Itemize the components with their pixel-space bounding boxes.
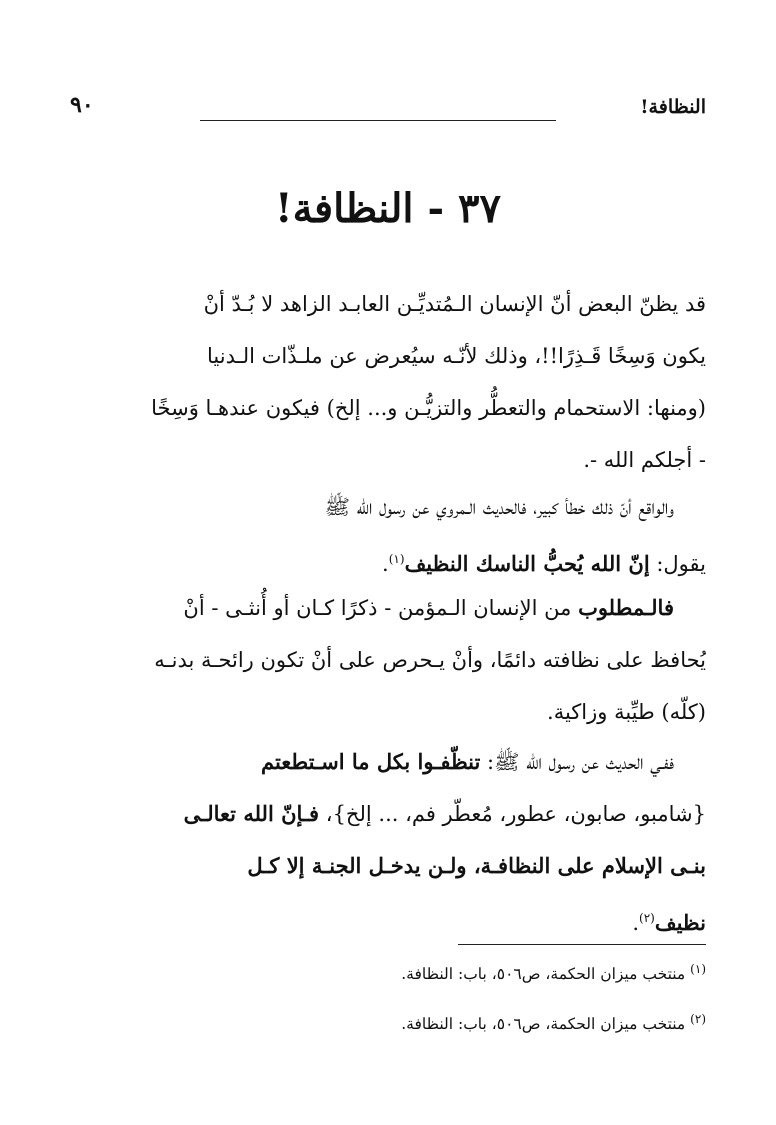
running-title: النظافة! bbox=[640, 96, 706, 118]
text-line: يكون وَسِخًا قَـذِرًا!!، وذلك لأنّـه سيُعرض عن ملـذّات الـدنيا bbox=[207, 344, 706, 368]
hadith-quote: إنّ الله يُحبُّ الناسك النظيف bbox=[404, 551, 650, 576]
footnote-marker: (١) bbox=[690, 962, 706, 976]
paragraph-1 bbox=[70, 278, 706, 486]
footnote-ref: (١) bbox=[388, 552, 405, 566]
text-fragment: {شامبو، صابون، عطور، مُعطّر فم، ... إلخ}، bbox=[319, 802, 706, 826]
text-line bbox=[70, 788, 706, 840]
text-line: بنـى الإسلام على النظافـة، ولـن يدخـل الجنـة إلا كـل bbox=[247, 853, 706, 878]
text-line: يُحافظ على نظافته دائمًا، وأنْ يـحرص على أنْ تكون رائحـة بدنـه bbox=[154, 648, 706, 672]
text-line: - أجلكم الله -. bbox=[583, 448, 706, 472]
footnote-rule bbox=[458, 944, 706, 945]
header-rule bbox=[200, 120, 556, 121]
paragraph-3 bbox=[70, 582, 706, 738]
footnote-2 bbox=[70, 1012, 706, 1033]
footnote-ref: (٢) bbox=[639, 911, 655, 925]
paragraph-4 bbox=[70, 736, 706, 949]
text-line bbox=[70, 582, 706, 634]
text-fragment: يقول: bbox=[649, 552, 706, 576]
page-number: ٩٠ bbox=[70, 92, 94, 118]
hadith-quote: فـإنّ الله تعالـى bbox=[183, 801, 320, 826]
chapter-title: ٣٧ - النظافة! bbox=[275, 185, 501, 232]
paragraph-2 bbox=[70, 481, 706, 590]
text-line bbox=[70, 736, 706, 788]
text-line: قد يظنّ البعض أنّ الإنسان الـمُتديِّـن العابـد الزاهد لا بُـدّ أنْ bbox=[203, 292, 706, 316]
text-fragment: . bbox=[382, 552, 389, 576]
footnote-text: منتخب ميزان الحكمة، ص٥٠٦، باب: النظافة. bbox=[401, 965, 686, 984]
text-line bbox=[70, 892, 706, 949]
footnote-marker: (٢) bbox=[690, 1012, 706, 1026]
text-fragment: ففـي الحديث عن رسول الله ﷺ: bbox=[480, 750, 674, 774]
text-fragment: من الإنسان الـمؤمن - ذكرًا كـان أو أُنثـى - أنْ bbox=[183, 596, 579, 620]
text-line: (كلّه) طيِّبة وزاكية. bbox=[547, 700, 706, 724]
running-header bbox=[70, 92, 706, 126]
text-fragment: . bbox=[632, 911, 640, 935]
hadith-quote: نظيف bbox=[654, 910, 706, 935]
text-line: والواقع أنّ ذلك خطأ كبير، فالحديث الـمروي عن رسول الله ﷺ bbox=[324, 495, 674, 519]
text-line: (ومنها: الاستحمام والتعطُّر والتزيُّـن و... إلخ) فيكون عندهـا وَسِخًا bbox=[151, 396, 706, 420]
footnote-text: منتخب ميزان الحكمة، ص٥٠٦، باب: النظافة. bbox=[401, 1015, 686, 1034]
lead-word: فالـمطلوب bbox=[578, 595, 674, 620]
footnote-1 bbox=[70, 962, 706, 983]
hadith-quote: تنظّفـوا بكل ما اسـتطعتم bbox=[260, 749, 481, 774]
